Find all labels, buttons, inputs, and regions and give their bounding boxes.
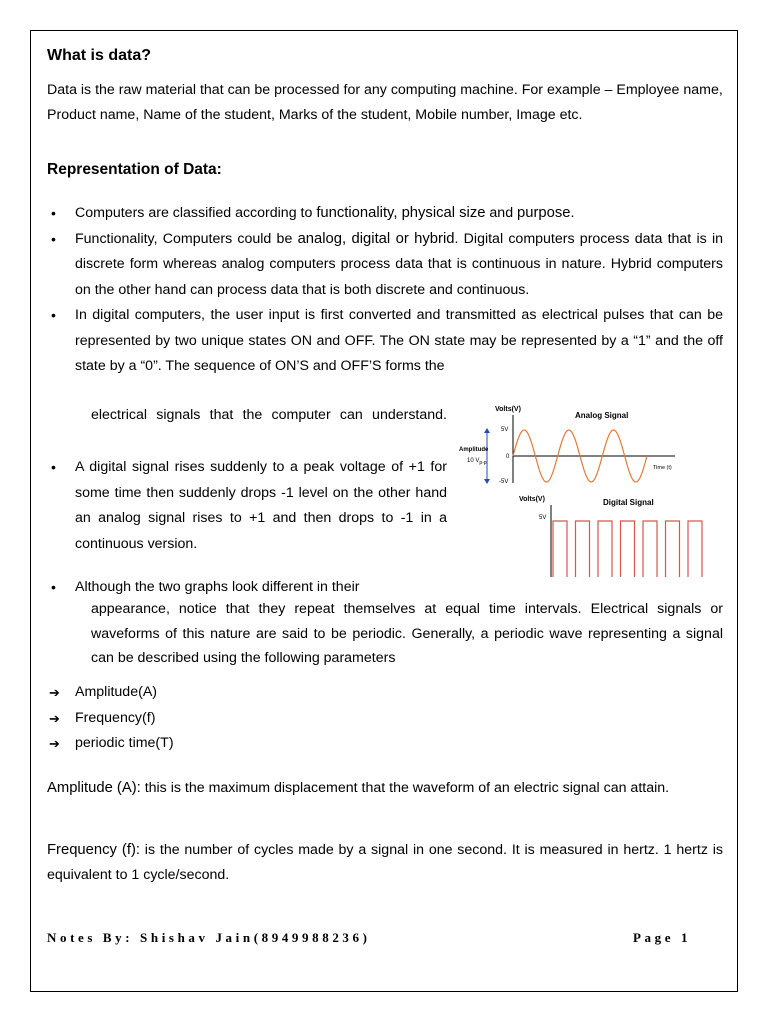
analog-tick-mid: 0	[506, 454, 510, 460]
signal-figure	[457, 401, 737, 577]
digital-tick-top: 5V	[539, 515, 547, 521]
amplitude-label: Amplitude	[459, 447, 489, 453]
digital-title: Digital Signal	[603, 498, 654, 507]
parameter-list	[31, 680, 631, 757]
bullet-functionality: • Functionality, Computers could be analog, digital or hybrid. Digital computers process data that is in discrete form whereas analog computers process data that is continuous in nature. Hybrid computers on the other hand can process data that is both discrete and continuous.	[31, 227, 723, 304]
bullet-digital-continuation: electrical signals that the computer can understand.	[91, 407, 447, 423]
footer-author: Notes By: Shishav Jain(8949988236)	[47, 930, 371, 945]
footer-page-number: Page 1	[633, 930, 692, 945]
analog-tick-bot: -5V	[499, 479, 509, 485]
arrow-icon: ➔	[49, 736, 60, 751]
bullet-classification: • Computers are classified according to functionality, physical size and purpose.	[31, 201, 723, 227]
bullet-list-top	[31, 201, 723, 380]
bullet-list-mid	[31, 455, 447, 557]
amplitude-value: 10 $V_{p-p}$	[467, 458, 487, 466]
analog-title: Analog Signal	[575, 411, 629, 420]
parameter-periodic-time: ➔ periodic time(T)	[31, 731, 631, 757]
section-heading: Representation of Data:	[47, 161, 222, 178]
analog-xlabel: Time (t)	[653, 465, 672, 471]
arrow-icon: ➔	[49, 710, 60, 726]
digital-wave	[553, 521, 711, 577]
page	[30, 30, 738, 992]
bullet-digital-signal: • A digital signal rises suddenly to a peak voltage of +1 for some time then suddenly drops -1 level on the other hand an analog signal rises to +1 and then drops to -1 in a continuous version.	[31, 455, 447, 557]
analog-tick-top: 5V	[501, 427, 509, 433]
page-title: What is data?	[47, 47, 152, 64]
arrow-icon: ➔	[49, 685, 60, 700]
amplitude-definition: Amplitude (A): this is the maximum displacement that the waveform of an electric signal can attain.	[47, 780, 670, 796]
bullet-periodic-rest: appearance, notice that they repeat themselves at equal time intervals. Electrical signals or waveforms of this nature are said to be periodic. Generally, a periodic wave representing a signal can be described using the following parameters	[91, 601, 723, 666]
bullet-digital-computers: • In digital computers, the user input is first converted and transmitted as electrical pulses that can be represented by two unique states ON and OFF. The ON state may be represented by a “1” and the off state by a “0”. The sequence of ON’S and OFF’S forms the	[31, 303, 723, 380]
amplitude-arrow-head-up	[484, 428, 490, 433]
digital-ylabel: Volts(V)	[519, 496, 545, 503]
amplitude-arrow-head-down	[484, 479, 490, 484]
analog-ylabel: Volts(V)	[495, 406, 521, 413]
frequency-definition: Frequency (f): is the number of cycles made by a signal in one second. It is measured in hertz. 1 hertz is equivalent to 1 cycle/second.	[47, 842, 723, 883]
parameter-amplitude: ➔ Amplitude(A)	[31, 680, 631, 706]
parameter-frequency: ➔ Frequency(f)	[31, 706, 631, 732]
analog-signal-chart	[459, 406, 675, 485]
bullet-periodic-first-line: • Although the two graphs look different in their	[31, 575, 447, 601]
digital-signal-chart	[519, 496, 731, 577]
intro-paragraph: Data is the raw material that can be processed for any computing machine. For example – Employee name, Product name, Name of the student, Marks of the student, Mobile number, Image etc.	[47, 82, 723, 123]
